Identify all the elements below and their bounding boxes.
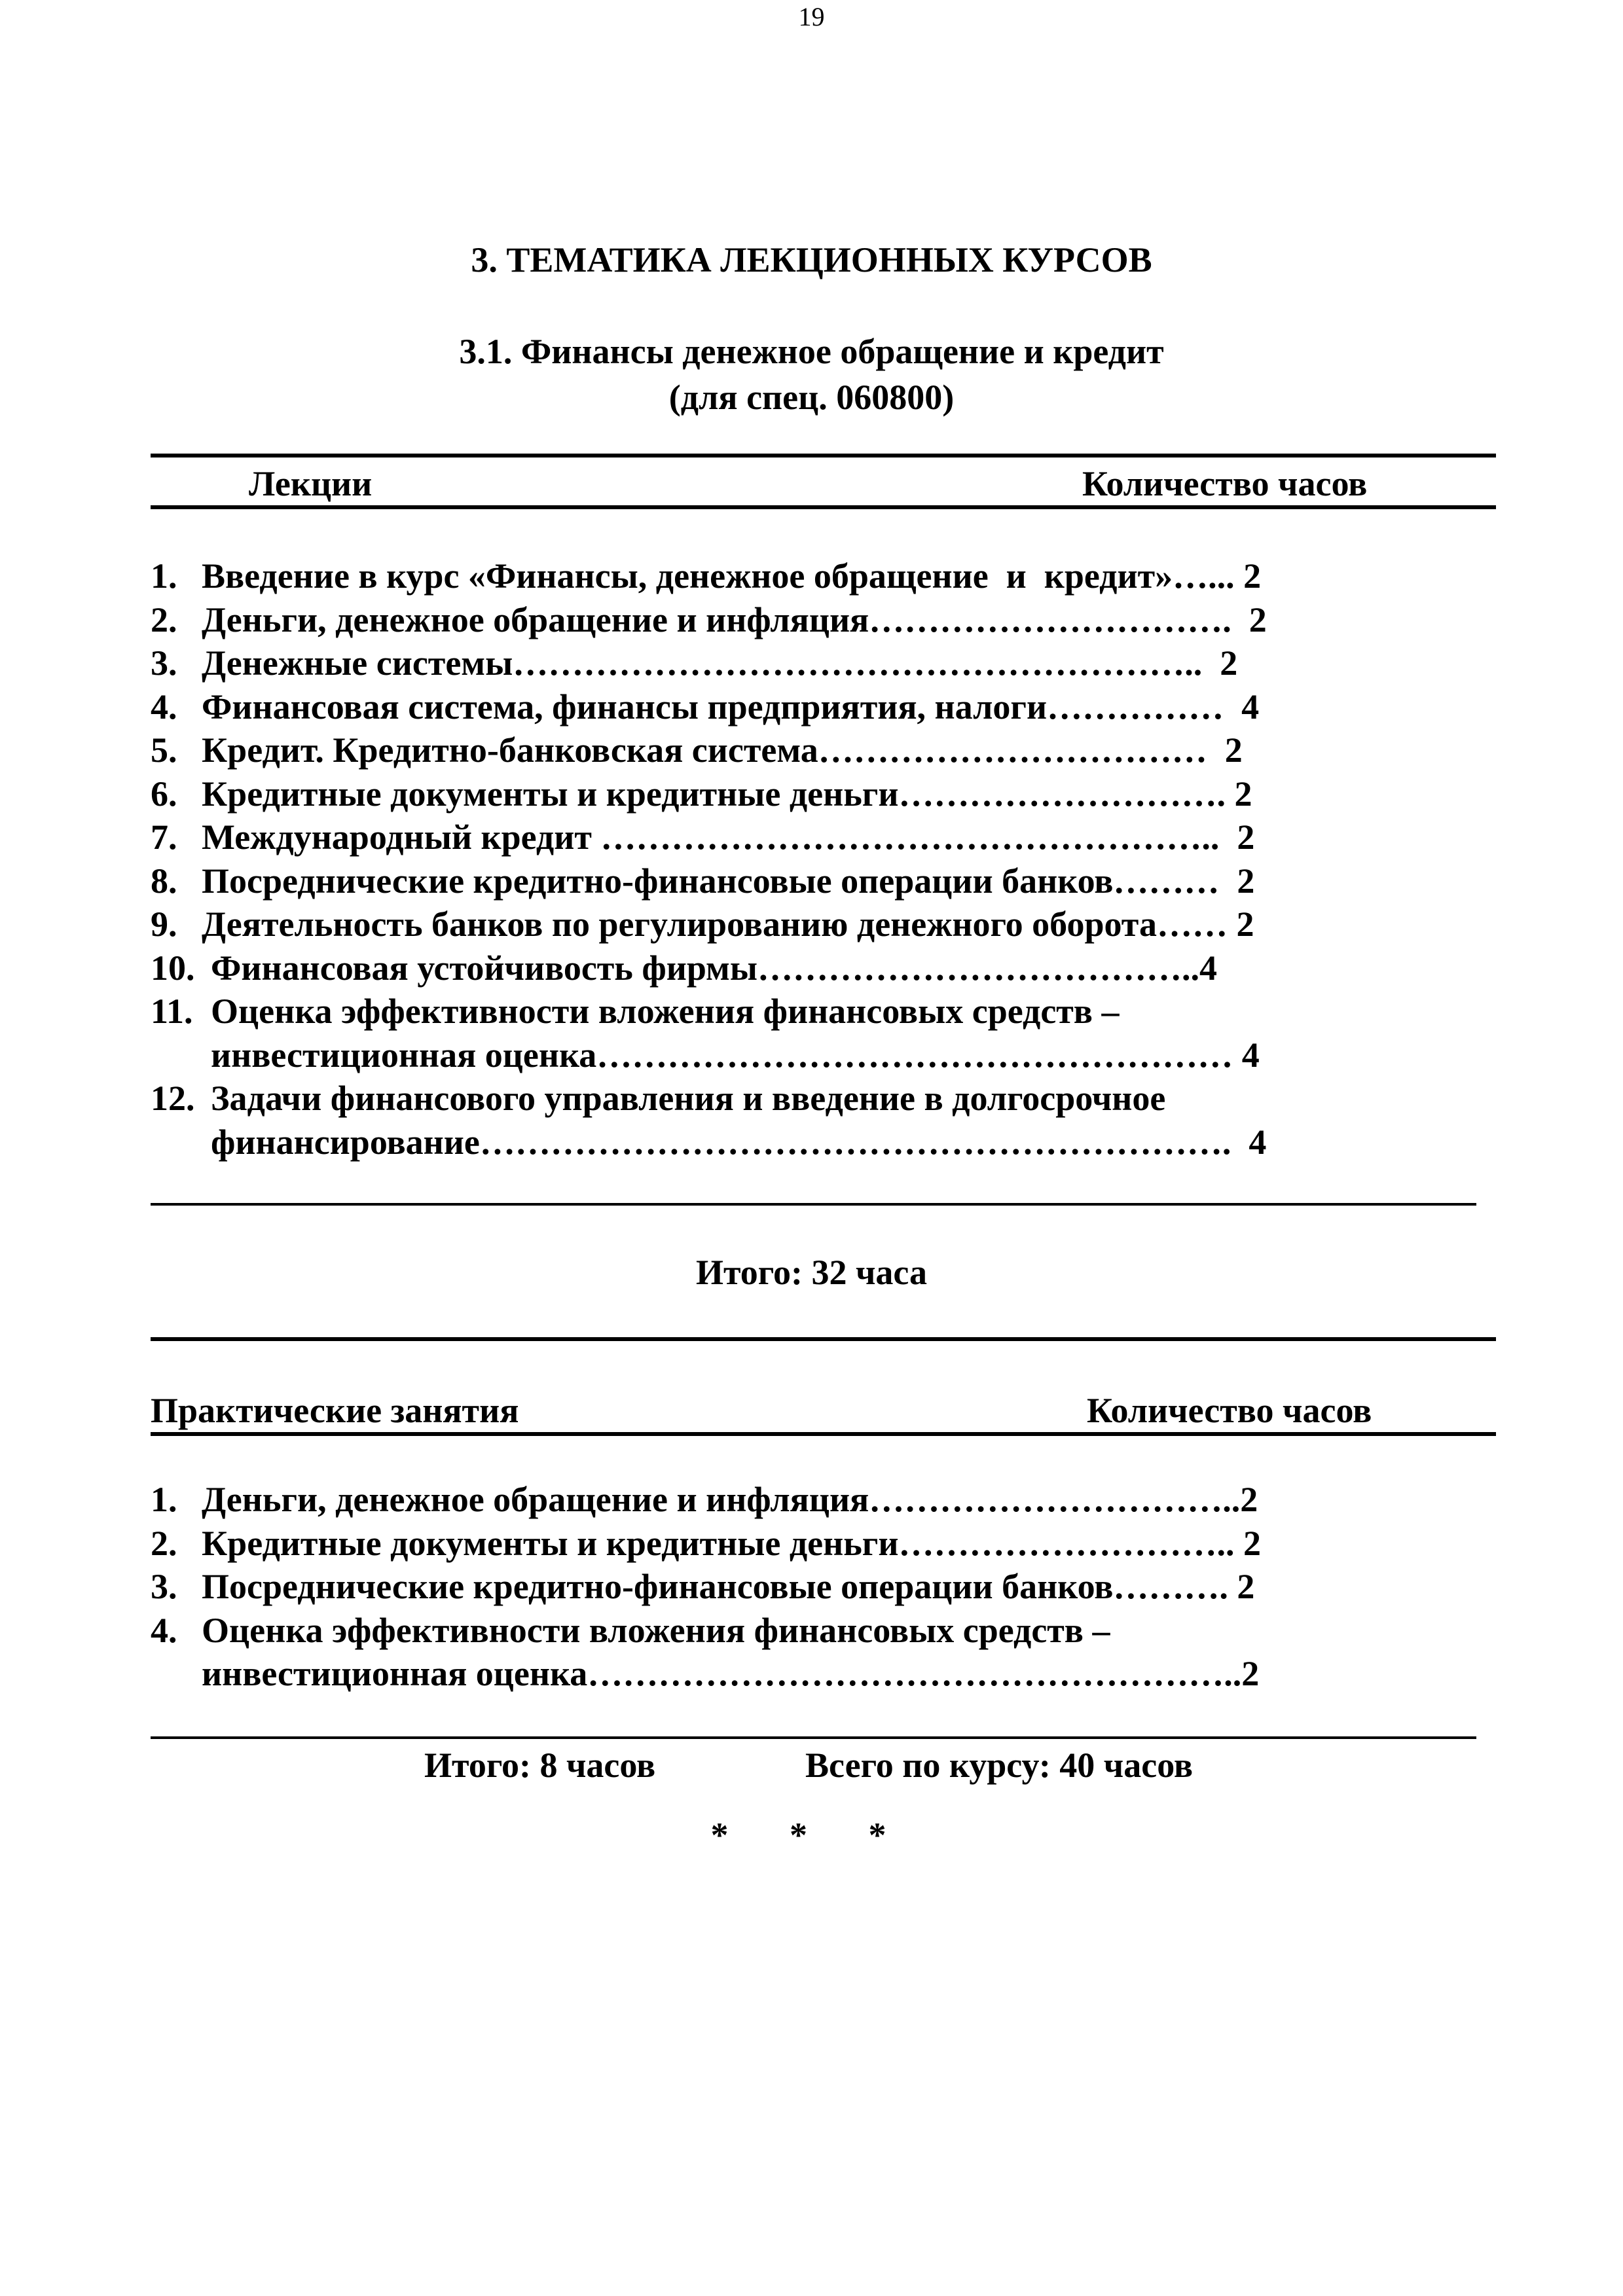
item-text: инвестиционная оценка……………………………………………… 4 (211, 1035, 1260, 1075)
list-item (151, 1522, 1381, 1566)
item-number: 3. (151, 1567, 177, 1606)
list-item (151, 554, 1381, 598)
practicals-bottom-rule (151, 1736, 1476, 1739)
list-item (151, 1609, 1381, 1653)
item-number: 6. (151, 774, 177, 814)
subsection-title: 3.1. Финансы денежное обращение и кредит (459, 332, 1164, 371)
item-text: Деньги, денежное обращение и инфляция…………………………..2 (202, 1480, 1258, 1519)
item-text: Кредит. Кредитно-банковская система…………………………… 2 (202, 730, 1243, 770)
list-item (151, 816, 1381, 859)
item-number: 8. (151, 861, 177, 901)
practicals-list (151, 1478, 1381, 1696)
course-grand-total: Всего по курсу: 40 часов (805, 1746, 1194, 1785)
item-text: Деятельность банков по регулированию денежного оборота…… 2 (202, 905, 1254, 944)
lectures-bottom-rule (151, 1203, 1476, 1206)
list-item (151, 946, 1381, 990)
list-item (151, 772, 1381, 816)
item-number: 4. (151, 1610, 177, 1650)
lectures-header-right: Количество часов (1082, 464, 1368, 503)
section-title: 3. ТЕМАТИКА ЛЕКЦИОННЫХ КУРСОВ (471, 240, 1152, 279)
lectures-list (151, 554, 1381, 1164)
item-text: Финансовая система, финансы предприятия, налоги…………… 4 (202, 687, 1260, 726)
item-text: Введение в курс «Финансы, денежное обращение и кредит»…... 2 (202, 556, 1262, 596)
item-number (151, 1652, 202, 1696)
practicals-header-rule (151, 1432, 1496, 1436)
item-text: Оценка эффективности вложения финансовых средств – (202, 1610, 1110, 1650)
list-item (151, 1478, 1381, 1522)
item-text: Финансовая устойчивость фирмы………………………………..4 (211, 948, 1217, 988)
item-number: 12. (151, 1079, 195, 1118)
lectures-top-rule (151, 454, 1496, 457)
lectures-header-left: Лекции (249, 464, 373, 503)
list-item (151, 641, 1381, 685)
list-item (151, 685, 1381, 729)
list-item (151, 1121, 1381, 1164)
item-text: Посреднические кредитно-финансовые операции банков……… 2 (202, 861, 1255, 901)
list-item (151, 859, 1381, 903)
lectures-total: Итого: 32 часа (695, 1253, 928, 1292)
page-number: 19 (798, 2, 825, 31)
item-number: 3. (151, 643, 177, 683)
item-text: Кредитные документы и кредитные деньги………………………. 2 (202, 774, 1252, 814)
lectures-header-rule (151, 505, 1496, 509)
item-text: Международный кредит …………………………………………….. 2 (202, 817, 1255, 857)
item-text: инвестиционная оценка………………………………………………..2 (202, 1654, 1260, 1693)
item-text: Кредитные документы и кредитные деньги……………………….. 2 (202, 1523, 1261, 1563)
item-number: 1. (151, 556, 177, 596)
item-number (151, 1033, 211, 1077)
item-text: Посреднические кредитно-финансовые операции банков………. 2 (202, 1567, 1255, 1606)
practicals-header-left: Практические занятия (151, 1391, 519, 1430)
end-mark: * * * (710, 1816, 913, 1855)
item-number: 9. (151, 905, 177, 944)
item-number: 2. (151, 600, 177, 639)
list-item (151, 990, 1381, 1033)
list-item (151, 1652, 1381, 1696)
lectures-total-rule (151, 1337, 1496, 1341)
item-number: 11. (151, 992, 193, 1031)
item-text: Оценка эффективности вложения финансовых средств – (211, 992, 1120, 1031)
list-item (151, 903, 1381, 946)
list-item (151, 598, 1381, 642)
item-text: финансирование………………………………………………………. 4 (211, 1122, 1267, 1162)
list-item (151, 1565, 1381, 1609)
practicals-header-right: Количество часов (1087, 1391, 1372, 1430)
subsection-subtitle: (для спец. 060800) (668, 378, 955, 417)
item-text: Задачи финансового управления и введение в долгосрочное (211, 1079, 1166, 1118)
list-item (151, 1077, 1381, 1121)
item-text: Деньги, денежное обращение и инфляция…………………………. 2 (202, 600, 1267, 639)
list-item (151, 1033, 1381, 1077)
item-text: Денежные системы………………………………………………….. 2 (202, 643, 1238, 683)
list-item (151, 728, 1381, 772)
item-number: 4. (151, 687, 177, 726)
item-number: 10. (151, 948, 195, 988)
item-number: 2. (151, 1523, 177, 1563)
item-number: 7. (151, 817, 177, 857)
item-number: 5. (151, 730, 177, 770)
practicals-total: Итого: 8 часов (424, 1746, 656, 1785)
item-number (151, 1121, 211, 1164)
item-number: 1. (151, 1480, 177, 1519)
